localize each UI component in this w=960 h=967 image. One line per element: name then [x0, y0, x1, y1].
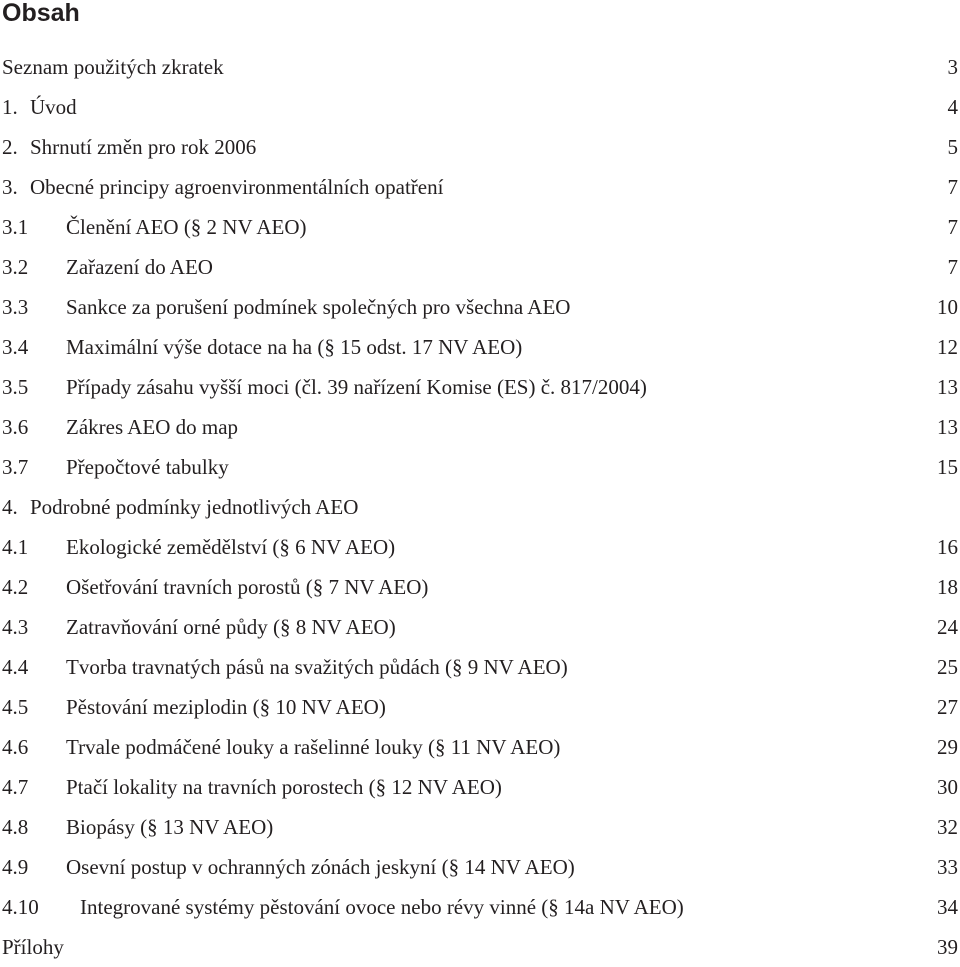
toc-entry-page: 33 — [937, 855, 958, 879]
toc-entry-title: Zařazení do AEO — [66, 255, 213, 279]
toc-entry-1[interactable] — [0, 87, 960, 127]
toc-entry-title: Zákres AEO do map — [66, 415, 239, 439]
toc-list — [0, 47, 960, 967]
toc-entry-page: 12 — [937, 335, 958, 359]
toc-entry-title: Shrnutí změn pro rok 2006 — [30, 135, 257, 159]
toc-entry-3-1[interactable] — [0, 207, 960, 247]
toc-entry-title: Ekologické zemědělství (§ 6 NV AEO) — [66, 535, 396, 559]
toc-entry-number: 3.4 — [2, 335, 29, 359]
toc-entry-page: 15 — [937, 455, 958, 479]
toc-entry-3-6[interactable] — [0, 407, 960, 447]
toc-entry-title: Ošetřování travních porostů (§ 7 NV AEO) — [66, 575, 429, 599]
toc-entry-title: Zatravňování orné půdy (§ 8 NV AEO) — [66, 615, 396, 639]
toc-entry-page: 3 — [947, 55, 958, 79]
toc-entry-number: 4.4 — [2, 655, 29, 679]
toc-entry-number: 3.5 — [2, 375, 29, 399]
toc-entry-number: 4.9 — [2, 855, 29, 879]
toc-entry-number: 3.3 — [2, 295, 29, 319]
toc-entry-page: 18 — [937, 575, 958, 599]
toc-entry-page: 32 — [937, 815, 958, 839]
toc-entry-title: Obecné principy agroenvironmentálních opatření — [30, 175, 444, 199]
toc-entry-4-2[interactable] — [0, 567, 960, 607]
toc-entry-number: 4.1 — [2, 535, 29, 559]
toc-entry-title: Integrované systémy pěstování ovoce nebo révy vinné (§ 14a NV AEO) — [80, 895, 684, 919]
toc-entry-3-7[interactable] — [0, 447, 960, 487]
toc-entry-number: 2. — [2, 135, 18, 159]
toc-entry-title: Pěstování meziplodin (§ 10 NV AEO) — [66, 695, 386, 719]
toc-entry-4-1[interactable] — [0, 527, 960, 567]
toc-entry-title: Přílohy — [2, 935, 64, 959]
toc-entry-3-4[interactable] — [0, 327, 960, 367]
toc-entry-3[interactable] — [0, 167, 960, 207]
toc-entry-4-8[interactable] — [0, 807, 960, 847]
toc-entry-number: 4.6 — [2, 735, 29, 759]
toc-entry-page: 29 — [937, 735, 958, 759]
toc-entry-number: 3. — [2, 175, 18, 199]
toc-entry-title: Podrobné podmínky jednotlivých AEO — [30, 495, 359, 519]
toc-entry-page: 13 — [937, 415, 958, 439]
toc-entry-title: Maximální výše dotace na ha (§ 15 odst. 17 NV AEO) — [66, 335, 523, 359]
toc-entry-page: 10 — [937, 295, 958, 319]
toc-entry-title: Ptačí lokality na travních porostech (§ 12 NV AEO) — [66, 775, 502, 799]
toc-entry-number: 3.1 — [2, 215, 29, 239]
toc-entry-page: 7 — [947, 175, 958, 199]
toc-entry-number: 4.2 — [2, 575, 29, 599]
toc-entry-number: 3.7 — [2, 455, 29, 479]
toc-entry-number: 4.7 — [2, 775, 29, 799]
toc-entry-page: 30 — [937, 775, 958, 799]
toc-entry-page: 39 — [937, 935, 958, 959]
toc-entry-2[interactable] — [0, 127, 960, 167]
toc-entry-title: Osevní postup v ochranných zónách jeskyní (§ 14 NV AEO) — [66, 855, 575, 879]
toc-entry-3-5[interactable] — [0, 367, 960, 407]
toc-entry-4-3[interactable] — [0, 607, 960, 647]
toc-entry-abbreviations[interactable] — [0, 47, 960, 87]
toc-heading: Obsah — [2, 0, 80, 27]
toc-entry-4-5[interactable] — [0, 687, 960, 727]
toc-entry-title: Sankce za porušení podmínek společných pro všechna AEO — [66, 295, 571, 319]
toc-entry-4-7[interactable] — [0, 767, 960, 807]
toc-entry-3-3[interactable] — [0, 287, 960, 327]
toc-entry-page: 16 — [937, 535, 958, 559]
toc-entry-4-10[interactable] — [0, 887, 960, 927]
toc-entry-number: 4.10 — [2, 895, 39, 919]
toc-entry-4-9[interactable] — [0, 847, 960, 887]
toc-entry-title: Biopásy (§ 13 NV AEO) — [66, 815, 274, 839]
toc-entry-title: Úvod — [30, 95, 77, 119]
toc-entry-appendices[interactable] — [0, 927, 960, 967]
toc-entry-page: 7 — [947, 215, 958, 239]
toc-entry-title: Členění AEO (§ 2 NV AEO) — [66, 215, 307, 239]
toc-entry-number: 3.6 — [2, 415, 29, 439]
toc-entry-number: 4.5 — [2, 695, 29, 719]
toc-entry-title: Případy zásahu vyšší moci (čl. 39 nařízení Komise (ES) č. 817/2004) — [66, 375, 647, 399]
toc-entry-page: 5 — [947, 135, 958, 159]
toc-entry-page: 4 — [947, 95, 958, 119]
toc-entry-page: 34 — [937, 895, 958, 919]
toc-entry-title: Seznam použitých zkratek — [2, 55, 224, 79]
toc-entry-number: 4.8 — [2, 815, 29, 839]
toc-entry-4[interactable] — [0, 487, 960, 527]
toc-entry-number: 4.3 — [2, 615, 29, 639]
toc-entry-4-6[interactable] — [0, 727, 960, 767]
toc-entry-page: 25 — [937, 655, 958, 679]
toc-entry-title: Tvorba travnatých pásů na svažitých půdách (§ 9 NV AEO) — [66, 655, 568, 679]
toc-entry-page: 27 — [937, 695, 958, 719]
toc-entry-page: 13 — [937, 375, 958, 399]
toc-entry-title: Přepočtové tabulky — [66, 455, 229, 479]
toc-entry-page: 24 — [937, 615, 958, 639]
toc-entry-number: 3.2 — [2, 255, 29, 279]
toc-entry-page: 7 — [947, 255, 958, 279]
toc-entry-3-2[interactable] — [0, 247, 960, 287]
toc-entry-4-4[interactable] — [0, 647, 960, 687]
toc-entry-number: 1. — [2, 95, 18, 119]
toc-entry-number: 4. — [2, 495, 18, 519]
toc-entry-title: Trvale podmáčené louky a rašelinné louky (§ 11 NV AEO) — [66, 735, 561, 759]
